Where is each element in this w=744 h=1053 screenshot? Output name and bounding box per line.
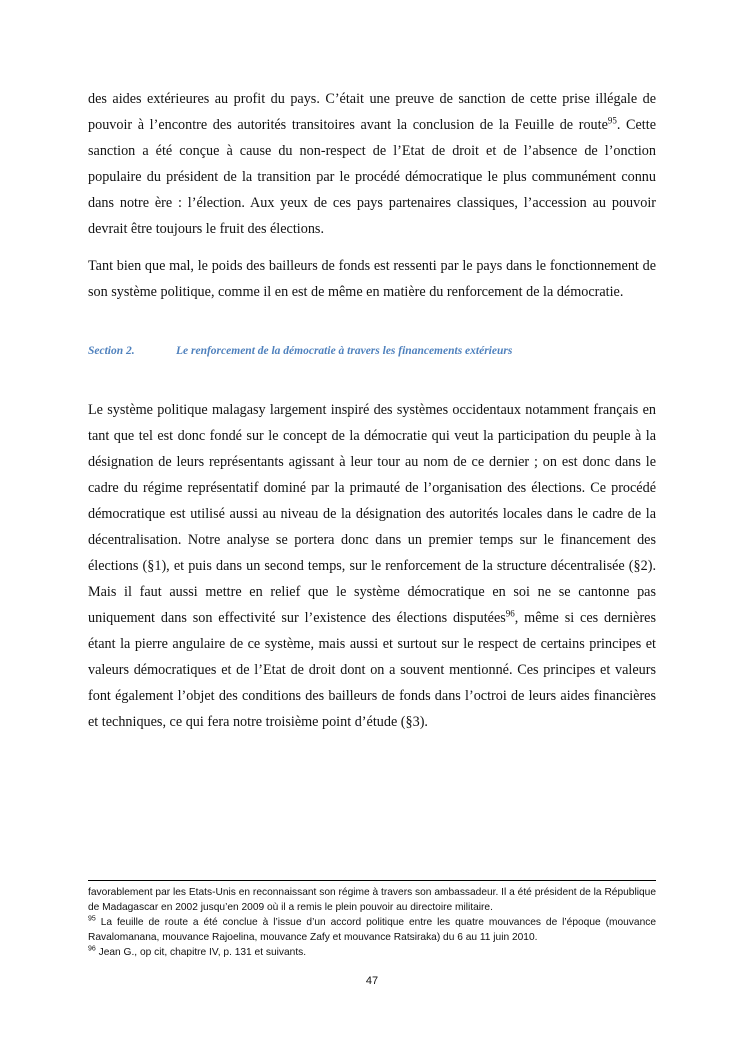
footnote-95-text: La feuille de route a été conclue à l’issue d’un accord politique entre les quatre mouvances de l’époque (mouvance Ravalomanana, mouvance Rajoelina, mouvance Zafy et mouvance Ratsiraka) du 6 au 11 juin 2010. (88, 917, 656, 943)
footnote-96 (88, 945, 656, 960)
footnote-96-text: Jean G., op cit, chapitre IV, p. 131 et suivants. (95, 947, 307, 958)
footnote-continued: favorablement par les Etats-Unis en reconnaissant son régime à travers son ambassadeur. Il a été président de la République de Madagascar en 2002 jusqu’en 2009 où il a remis le plein pouvoir au directoire militaire. (88, 887, 656, 913)
paragraph-1-text-b: . Cette sanction a été conçue à cause du non-respect de l’Etat de droit et de l’absence de l’onction populaire du président de la transition par le procédé démocratique le plus communément connu dans notre ère : l’élection. Aux yeux de ces pays partenaires classiques, l’accession au pouvoir devrait être toujours le fruit des élections. (88, 117, 656, 237)
paragraph-3-text-a: Le système politique malagasy largement inspiré des systèmes occidentaux notamment français en tant que tel est donc fondé sur le concept de la démocratie qui veut la participation du peuple à la désignation de leurs représentants agissant à leur tour au nom de ce dernier ; on est donc dans le cadre du régime représentatif dominé par la primauté de l’organisation des élections. Ce procédé démocratique est utilisé aussi au niveau de la désignation des autorités locales dans le cadre de la décentralisation. Notre analyse se portera donc dans un premier temps sur le financement des élections (§1), et puis dans un second temps, sur le renforcement de la structure décentralisée (§2). Mais il faut aussi mettre en relief que le système démocratique en soi ne se cantonne pas uniquement dans son effectivité sur l’existence des élections disputées (88, 402, 656, 626)
paragraph-3-text-b: , même si ces dernières étant la pierre angulaire de ce système, mais aussi et surtout sur le respect de certains principes et valeurs démocratiques et de l’Etat de droit dont on a souvent mentionné. Ces principes et valeurs font également l’objet des conditions des bailleurs de fonds dans l’octroi de leurs aides financières et techniques, ce qui fera notre troisième point d’étude (§3). (88, 610, 656, 730)
paragraph-1-text-a: des aides extérieures au profit du pays. C’était une preuve de sanction de cette prise illégale de pouvoir à l’encontre des autorités transitoires avant la conclusion de la Feuille de route (88, 91, 656, 133)
page-number: 47 (365, 975, 379, 987)
footnote-ref-95[interactable]: 95 (607, 115, 617, 126)
section-number: Section 2. (88, 345, 135, 357)
section-heading (88, 345, 656, 357)
paragraph-3 (88, 397, 656, 735)
footnote-separator (88, 880, 656, 881)
section-title: Le renforcement de la démocratie à travers les financements extérieurs (176, 345, 513, 357)
paragraph-1 (88, 86, 656, 242)
footnote-96-number: 96 (88, 945, 96, 953)
footnote-ref-96[interactable]: 96 (505, 608, 515, 619)
footnotes (88, 885, 656, 960)
footnote-95 (88, 915, 656, 945)
paragraph-2: Tant bien que mal, le poids des bailleurs de fonds est ressenti par le pays dans le fonctionnement de son système politique, comme il en est de même en matière du renforcement de la démocratie. (88, 258, 656, 300)
footnote-95-number: 95 (88, 915, 96, 923)
